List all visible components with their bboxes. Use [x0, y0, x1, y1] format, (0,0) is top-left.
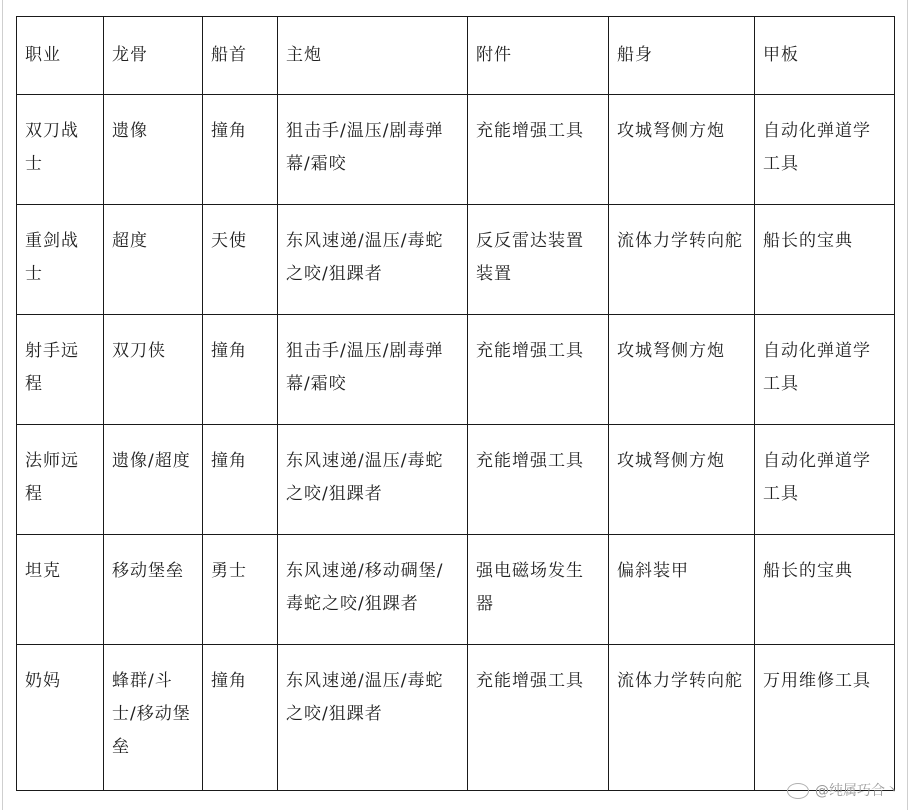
table-row: [17, 425, 895, 535]
table-row: [17, 95, 895, 205]
header-cell: 主炮: [278, 17, 468, 95]
author-signature: [787, 780, 899, 800]
ship-config-table: [16, 16, 895, 791]
table-cell: 流体力学转向舵: [609, 645, 755, 791]
table-cell: 自动化弹道学工具: [755, 315, 895, 425]
table-cell: 法师远程: [17, 425, 104, 535]
table-cell: 遗像: [104, 95, 203, 205]
header-cell: 职业: [17, 17, 104, 95]
table-cell: 蜂群/斗士/移动堡垒: [104, 645, 203, 791]
table-cell: 双刀战士: [17, 95, 104, 205]
header-cell: 船身: [609, 17, 755, 95]
table-cell: 充能增强工具: [468, 645, 609, 791]
table-cell: 充能增强工具: [468, 425, 609, 535]
page-frame-left: [2, 0, 3, 810]
table-row: [17, 205, 895, 315]
header-cell: 甲板: [755, 17, 895, 95]
table-cell: 东风速递/温压/毒蛇之咬/狙踝者: [278, 425, 468, 535]
table-cell: 偏斜装甲: [609, 535, 755, 645]
table-row: [17, 535, 895, 645]
table-cell: 双刀侠: [104, 315, 203, 425]
table-cell: 移动堡垒: [104, 535, 203, 645]
table-cell: 东风速递/移动碉堡/毒蛇之咬/狙踝者: [278, 535, 468, 645]
table-cell: 狙击手/温压/剧毒弹幕/霜咬: [278, 95, 468, 205]
header-cell: 船首: [203, 17, 278, 95]
table-cell: 重剑战士: [17, 205, 104, 315]
table-cell: 勇士: [203, 535, 278, 645]
table-cell: 船长的宝典: [755, 535, 895, 645]
table-cell: 撞角: [203, 645, 278, 791]
table-cell: 狙击手/温压/剧毒弹幕/霜咬: [278, 315, 468, 425]
table-cell: 攻城弩侧方炮: [609, 315, 755, 425]
table-cell: 奶妈: [17, 645, 104, 791]
table-cell: 撞角: [203, 315, 278, 425]
table-cell: 攻城弩侧方炮: [609, 95, 755, 205]
signature-text: @纯属巧合丶: [815, 783, 899, 799]
table-cell: 攻城弩侧方炮: [609, 425, 755, 535]
table-row: [17, 645, 895, 791]
table-cell: 充能增强工具: [468, 95, 609, 205]
table-cell: 遗像/超度: [104, 425, 203, 535]
table-cell: 射手远程: [17, 315, 104, 425]
table-cell: 东风速递/温压/毒蛇之咬/狙踝者: [278, 645, 468, 791]
weibo-icon: [787, 783, 809, 799]
table-cell: 流体力学转向舵: [609, 205, 755, 315]
table-cell: 撞角: [203, 425, 278, 535]
table-cell: 撞角: [203, 95, 278, 205]
table-cell: 万用维修工具: [755, 645, 895, 791]
table-header-row: [17, 17, 895, 95]
table-cell: 船长的宝典: [755, 205, 895, 315]
table-cell: 充能增强工具: [468, 315, 609, 425]
table-cell: 强电磁场发生器: [468, 535, 609, 645]
header-cell: 龙骨: [104, 17, 203, 95]
table-cell: 东风速递/温压/毒蛇之咬/狙踝者: [278, 205, 468, 315]
table-cell: 超度: [104, 205, 203, 315]
table-cell: 坦克: [17, 535, 104, 645]
table-cell: 自动化弹道学工具: [755, 425, 895, 535]
table-cell: 天使: [203, 205, 278, 315]
header-cell: 附件: [468, 17, 609, 95]
table-row: [17, 315, 895, 425]
table-cell: 自动化弹道学工具: [755, 95, 895, 205]
table-cell: 反反雷达装置装置: [468, 205, 609, 315]
page-frame-right: [907, 0, 908, 810]
